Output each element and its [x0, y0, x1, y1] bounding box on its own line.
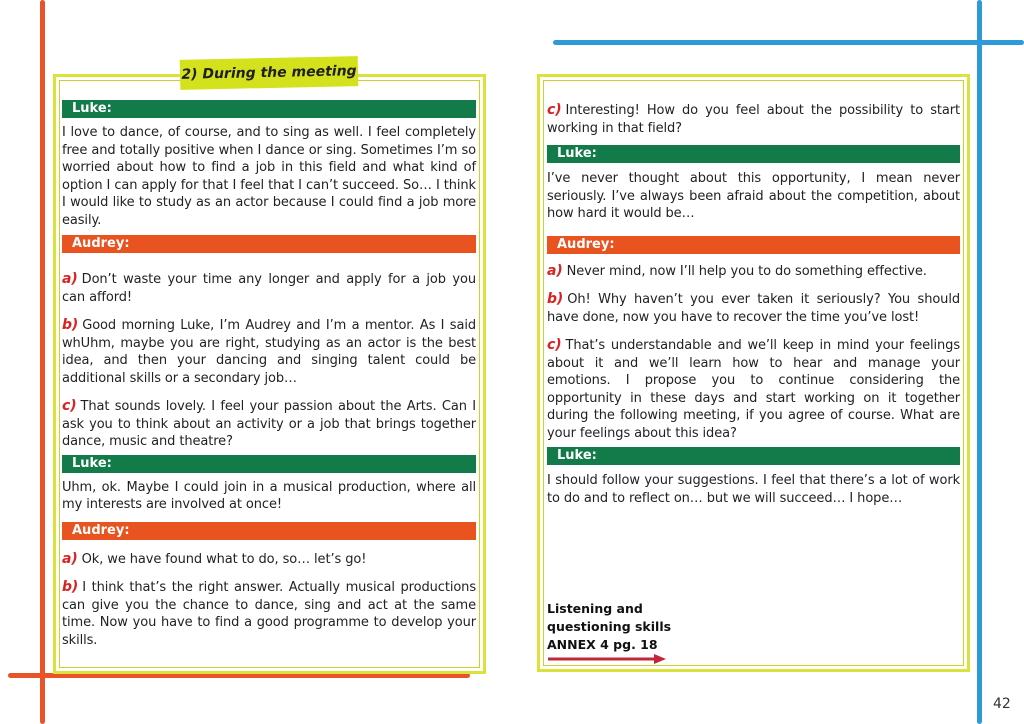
right-vertical-decor-line	[977, 0, 982, 724]
speaker-bar-luke: Luke:	[62, 455, 476, 473]
annex-line: Listening and	[547, 601, 643, 616]
left-vertical-decor-line	[40, 0, 45, 724]
option-b: b) Good morning Luke, I’m Audrey and I’m a mentor. As I said whUhm, maybe you are right, studying as an actor is the best idea, and then your dancing and singing talent could be additional skills or a secondary job…	[62, 317, 476, 386]
option-a: a) Ok, we have found what to do, so… let’s go!	[62, 550, 367, 567]
option-letter: b)	[62, 317, 79, 333]
option-letter: a)	[547, 262, 563, 279]
option-c: c) That’s understandable and we’ll keep in mind your feelings about it and we’ll learn how to hear and manage your emotions. I propose you to continue considering the opportunity in these days and start working on it together during the following meeting, if you agree of course. What are your feelings about this idea?	[547, 337, 960, 441]
annex-line: ANNEX 4 pg. 18	[547, 637, 658, 652]
annex-reference	[547, 600, 671, 654]
option-letter: c)	[547, 102, 562, 118]
option-letter: a)	[62, 271, 78, 287]
speaker-bar-audrey: Audrey:	[62, 522, 476, 540]
option-letter: b)	[62, 579, 79, 595]
left-column	[62, 100, 476, 649]
option-letter: b)	[547, 291, 564, 307]
luke-line: I’ve never thought about this opportunity, I mean never seriously. I’ve always been afraid about the competition, about how hard it would be…	[547, 171, 960, 221]
right-column	[547, 102, 960, 507]
option-letter: c)	[62, 398, 77, 414]
option-a: a) Don’t waste your time any longer and apply for a job you can afford!	[62, 271, 476, 305]
option-c: c) That sounds lovely. I feel your passion about the Arts. Can I ask you to think about an activity or a job that brings together dance, music and theatre?	[62, 398, 476, 449]
speaker-bar-luke: Luke:	[547, 145, 960, 163]
speaker-bar-luke: Luke:	[547, 447, 960, 465]
option-b: b) I think that’s the right answer. Actually musical productions can give you the chance to dance, sing and act at the same time. Now you have to find a good programme to develop your skills.	[62, 579, 476, 648]
option-letter: c)	[547, 337, 562, 353]
luke-line: Uhm, ok. Maybe I could join in a musical production, where all my interests are involved at once!	[62, 479, 476, 512]
arrow-right-icon	[548, 654, 666, 664]
annex-line: questioning skills	[547, 619, 672, 634]
section-title: 2) During the meeting	[180, 56, 359, 90]
option-letter: a)	[62, 550, 78, 567]
speaker-bar-audrey: Audrey:	[547, 236, 960, 254]
luke-line: I love to dance, of course, and to sing as well. I feel completely free and totally positive when I dance or sing. Sometimes I’m so worried about how to find a job in this field and what kind of option I can apply for that I feel that I can’t succeed. So… I think I would like to study as an actor because I could find a job more easily.	[62, 125, 476, 228]
luke-line: I should follow your suggestions. I feel that there’s a lot of work to do and to reflect on… but we will succeed… I hope…	[547, 473, 960, 506]
option-b: b) Oh! Why haven’t you ever taken it seriously? You should have done, now you have to recover the time you’ve lost!	[547, 291, 960, 325]
top-horizontal-decor-line	[553, 40, 1024, 45]
speaker-bar-audrey: Audrey:	[62, 235, 476, 253]
page-number: 42	[993, 696, 1011, 712]
option-c: c) Interesting! How do you feel about the possibility to start working in that field?	[547, 102, 960, 136]
speaker-bar-luke: Luke:	[62, 100, 476, 118]
option-a: a) Never mind, now I’ll help you to do something effective.	[547, 262, 927, 279]
